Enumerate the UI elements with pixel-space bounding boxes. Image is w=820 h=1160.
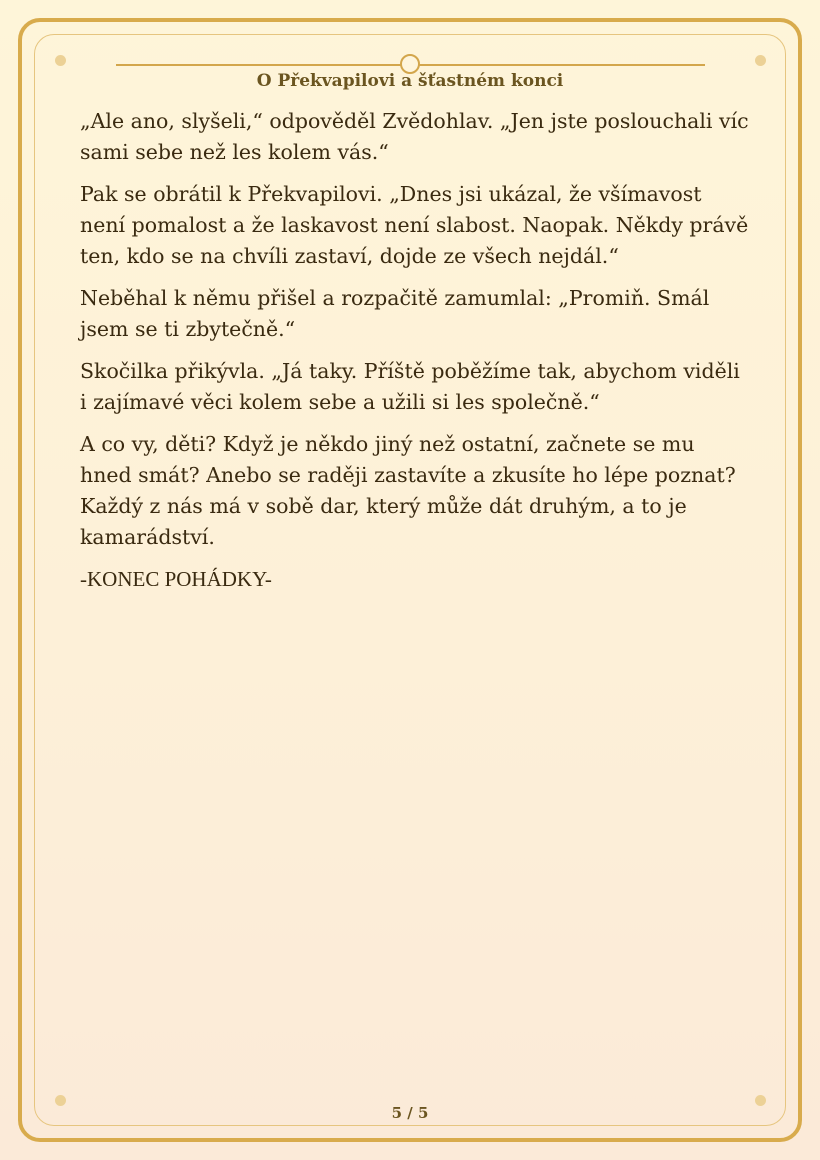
story-text [80,106,750,606]
paragraph: „Ale ano, slyšeli,“ odpověděl Zvědohlav. „Jen jste poslouchali víc sami sebe než les kolem vás.“ [80,109,749,164]
paragraph: Neběhal k němu přišel a rozpačitě zamumlal: „Promiň. Smál jsem se ti zbytečně.“ [80,286,710,341]
paragraph: Pak se obrátil k Překvapilovi. „Dnes jsi ukázal, že všímavost není pomalost a že laskavost není slabost. Naopak. Někdy právě ten, kdo se na chvíli zastaví, dojde ze všech nejdál.“ [80,182,749,268]
paragraph: A co vy, děti? Když je někdo jiný než ostatní, začnete se mu hned smát? Anebo se raději zastavíte a zkusíte ho lépe poznat? Každý z nás má v sobě dar, který může dát druhým, a to je kamarádství. [80,432,736,549]
corner-ornament-top-right [755,55,766,66]
story-ending: -KONEC POHÁDKY- [80,567,272,591]
corner-ornament-top-left [55,55,66,66]
page-number: 5 / 5 [391,1104,429,1122]
story-title: O Překvapilovi a šťastném konci [256,71,564,91]
paragraph: Skočilka přikývla. „Já taky. Příště poběžíme tak, abychom viděli i zajímavé věci kolem sebe a užili si les společně.“ [80,359,740,414]
